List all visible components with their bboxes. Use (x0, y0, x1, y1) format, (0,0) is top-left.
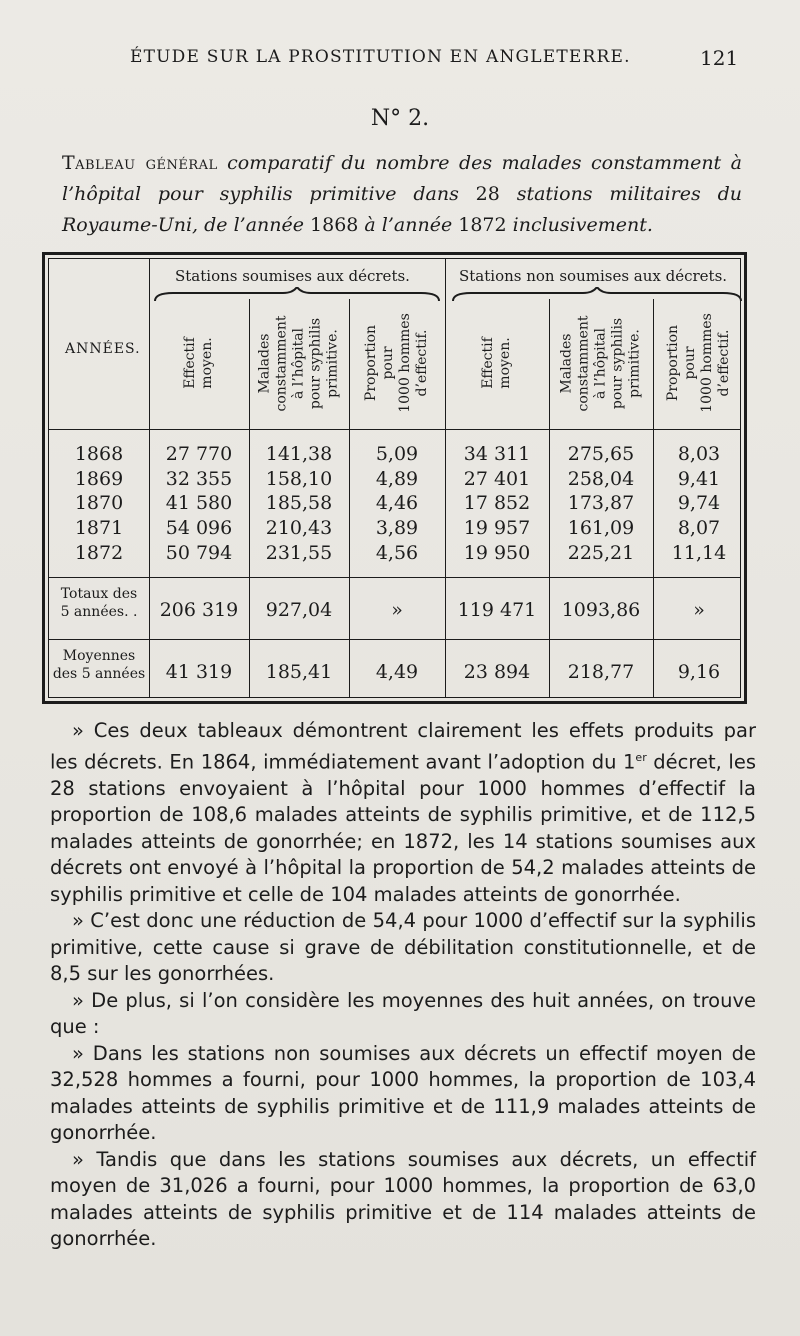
table-cell: 185,58 (265, 492, 333, 515)
running-title: ÉTUDE SUR LA PROSTITUTION EN ANGLETERRE. (130, 47, 631, 67)
table-cell: 4,49 (375, 661, 419, 683)
means-label: Moyennes des 5 années (52, 648, 146, 682)
table-cell: 8,03 (677, 443, 721, 465)
table-cell: » (391, 599, 403, 621)
table-cell: » (693, 599, 705, 621)
column-header-effectif-left: Effectif moyen. (181, 337, 215, 389)
table-number: N° 2. (370, 106, 430, 131)
table-cell: 275,65 (567, 443, 635, 465)
totals-rule (49, 577, 740, 578)
table-cell: 19 957 (463, 517, 531, 540)
table-cell: 1093,86 (561, 599, 641, 621)
table-cell: 27 401 (463, 467, 531, 490)
table-cell: 4,89 (375, 467, 419, 490)
table-cell: 50 794 (165, 541, 233, 564)
table-cell: 225,21 (567, 541, 635, 564)
table-cell: 1868 (74, 443, 124, 465)
table-cell: 1870 (74, 492, 124, 515)
table-cell: 158,10 (265, 467, 333, 490)
table-cell: 34 311 (463, 443, 531, 465)
table-row (49, 542, 740, 567)
table-row (49, 443, 740, 468)
table-caption (62, 148, 742, 241)
table-cell: 54 096 (165, 517, 233, 540)
caption-text-4: inclusivement. (506, 214, 653, 236)
column-header-malades-left: Malades constamment à l’hôpital pour syphilis primitive. (256, 315, 341, 411)
means-rule (49, 639, 740, 640)
table-inner-border (48, 258, 741, 698)
column-header-malades-right: Malades constamment à l’hôpital pour syphilis primitive. (558, 315, 643, 411)
table-row (49, 517, 740, 542)
table-cell: 17 852 (463, 492, 531, 515)
table-cell: 41 580 (165, 492, 233, 515)
caption-text-3: à l’année (358, 214, 459, 236)
table-cell: 927,04 (265, 599, 333, 621)
paragraph: » De plus, si l’on considère les moyennes des huit années, on trouve que : (50, 988, 756, 1038)
header-rule (49, 429, 740, 430)
table-cell: 119 471 (457, 599, 537, 621)
table-cell: 9,16 (677, 661, 721, 683)
table-cell: 1871 (74, 517, 124, 540)
table-cell: 8,07 (677, 517, 721, 540)
statistics-table (42, 252, 747, 704)
column-header-years: ANNÉES. (65, 341, 141, 357)
table-cell: 11,14 (671, 541, 727, 564)
group-heading-unregulated: Stations non soumises aux décrets. (459, 267, 728, 285)
totals-label: Totaux des 5 années. . (60, 586, 138, 620)
table-row (49, 468, 740, 493)
table-cell: 41 319 (165, 661, 233, 683)
table-cell: 19 950 (463, 541, 531, 564)
table-cell: 206 319 (159, 599, 239, 621)
paragraph: » Tandis que dans les stations soumises aux décrets, un effectif moyen de 31,026 a fourni, pour 1000 hommes, la proportion de 63,0 malades atteints de syphilis primitive et de 114 malades atteints de gonorrhée. (50, 1147, 756, 1250)
caption-year-start: 1868 (310, 214, 359, 236)
paragraph: » Dans les stations non soumises aux décrets un effectif moyen de 32,528 hommes a fourni, pour 1000 hommes, la proportion de 103,4 malades atteints de syphilis primitive et de 111,9 malades atteints de gonorrhée. (50, 1041, 756, 1144)
table-cell: 258,04 (567, 467, 635, 490)
table-cell: 9,74 (677, 492, 721, 515)
paragraph: » Ces deux tableaux démontrent clairement les effets produits par les décrets. En 1864, immédiatement avant l’adoption du 1er décret, les 28 stations envoyaient à l’hôpital pour 1000 hommes d’effectif la proportion de 108,6 malades atteints de syphilis primitive, et de 112,5 malades atteints de gonorrhée; en 1872, les 14 stations soumises aux décrets ont envoyé à l’hôpital la proportion de 54,2 malades atteints de syphilis primitive et celle de 104 malades atteints de gonorrhée. (50, 719, 756, 906)
table-cell: 4,46 (375, 492, 419, 515)
table-cell: 231,55 (265, 541, 333, 564)
means-values (49, 661, 740, 686)
page-number: 121 (700, 46, 739, 70)
paragraph: » C’est donc une réduction de 54,4 pour 1000 d’effectif sur la syphilis primitive, cette cause si grave de débilitation constitutionnelle, et de 8,5 sur les gonorrhées. (50, 909, 756, 985)
table-cell: 4,56 (375, 541, 419, 564)
table-cell: 141,38 (265, 443, 333, 465)
table-cell: 185,41 (265, 661, 333, 683)
caption-number: 28 (475, 183, 500, 205)
table-cell: 5,09 (375, 443, 419, 465)
column-header-proportion-left: Proportion pour 1000 hommes d’effectif. (363, 313, 431, 413)
totals-values (49, 599, 740, 624)
table-row (49, 492, 740, 517)
group-heading-regulated: Stations soumises aux décrets. (175, 267, 410, 285)
table-cell: 161,09 (567, 517, 635, 540)
table-cell: 210,43 (265, 517, 333, 540)
caption-year-end: 1872 (458, 214, 507, 236)
body-text (50, 718, 756, 1253)
table-cell: 3,89 (375, 517, 419, 540)
table-cell: 32 355 (165, 467, 233, 490)
column-header-effectif-right: Effectif moyen. (479, 337, 513, 389)
column-header-proportion-right: Proportion pour 1000 hommes d’effectif. (664, 313, 732, 413)
caption-text-2: stations militaires du Royaume-Uni, de l’année (62, 183, 743, 236)
table-cell: 9,41 (677, 467, 721, 490)
table-cell: 218,77 (567, 661, 635, 683)
table-cell: 1872 (74, 541, 124, 564)
caption-lead: Tableau général (62, 152, 218, 174)
table-cell: 27 770 (165, 443, 233, 465)
table-cell: 23 894 (463, 661, 531, 683)
caption-text: comparatif du nombre des malades constamment à l’hôpital pour syphilis primitive dans (62, 152, 743, 205)
table-cell: 173,87 (567, 492, 635, 515)
table-cell: 1869 (74, 467, 124, 490)
